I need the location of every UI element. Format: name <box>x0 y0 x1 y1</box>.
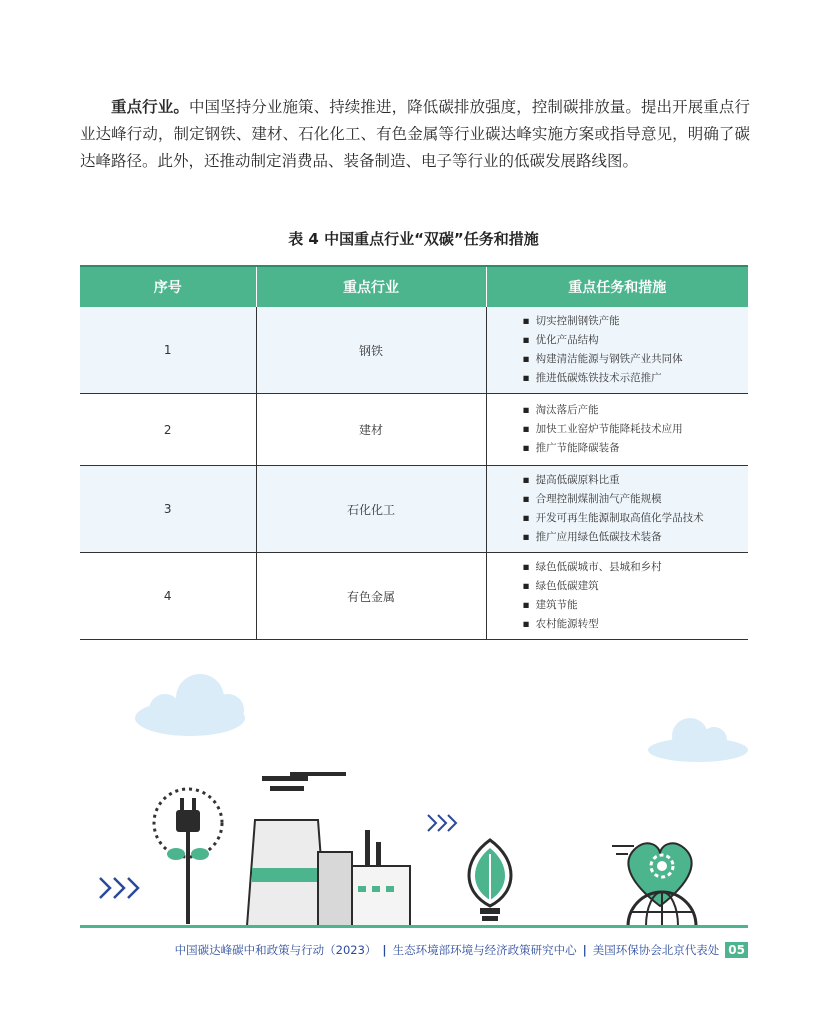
table-row <box>80 394 748 466</box>
table-row <box>80 466 748 553</box>
row-tasks <box>486 466 748 553</box>
task-item: ▪ 优化产品结构 <box>523 331 749 350</box>
sector-table <box>80 265 748 640</box>
factory-icon <box>247 772 410 926</box>
task-item: ▪ 推广节能降碳装备 <box>523 439 749 458</box>
task-item: ▪ 绿色低碳城市、县城和乡村 <box>523 558 749 577</box>
row-number: 2 <box>80 394 256 466</box>
row-number: 3 <box>80 466 256 553</box>
row-tasks <box>486 394 748 466</box>
table-header-row <box>80 266 748 307</box>
task-item: ▪ 推进低碳炼铁技术示范推广 <box>523 369 749 388</box>
task-item: ▪ 建筑节能 <box>523 596 749 615</box>
row-number: 1 <box>80 307 256 394</box>
task-item: ▪ 绿色低碳建筑 <box>523 577 749 596</box>
footer-org1: 生态环境部环境与经济政策研究中心 <box>392 943 577 957</box>
row-tasks <box>486 553 748 640</box>
task-item: ▪ 开发可再生能源制取高值化学品技术 <box>523 509 749 528</box>
row-sector: 建材 <box>256 394 486 466</box>
decorative-illustration <box>0 670 827 930</box>
task-item: ▪ 切实控制钢铁产能 <box>523 312 749 331</box>
ground-line <box>80 925 748 928</box>
task-item: ▪ 农村能源转型 <box>523 615 749 634</box>
row-number: 4 <box>80 553 256 640</box>
page-number: 05 <box>725 942 748 958</box>
plug-icon <box>154 789 222 924</box>
task-item: ▪ 推广应用绿色低碳技术装备 <box>523 528 749 547</box>
leaf-bulb-icon <box>469 840 511 921</box>
footer-separator: | <box>382 943 387 957</box>
header-sector: 重点行业 <box>256 266 486 307</box>
arrows-icon <box>100 878 138 898</box>
row-sector: 石化化工 <box>256 466 486 553</box>
heart-gear-globe-icon <box>612 843 696 926</box>
row-sector: 钢铁 <box>256 307 486 394</box>
header-tasks: 重点任务和措施 <box>486 266 748 307</box>
header-no: 序号 <box>80 266 256 307</box>
intro-paragraph <box>80 94 750 175</box>
task-item: ▪ 淘汰落后产能 <box>523 401 749 420</box>
table-row <box>80 553 748 640</box>
footer-separator: | <box>582 943 587 957</box>
arrows-icon <box>428 815 456 831</box>
task-item: ▪ 提高低碳原料比重 <box>523 471 749 490</box>
cloud-icon <box>135 674 245 736</box>
row-tasks <box>486 307 748 394</box>
cloud-icon <box>648 718 748 762</box>
footer-org2: 美国环保协会北京代表处 <box>592 943 720 957</box>
task-item: ▪ 构建清洁能源与钢铁产业共同体 <box>523 350 749 369</box>
task-item: ▪ 加快工业窑炉节能降耗技术应用 <box>523 420 749 439</box>
footer-title: 中国碳达峰碳中和政策与行动（2023） <box>174 943 377 957</box>
paragraph-lead: 重点行业。 <box>111 98 189 116</box>
table-caption: 表 4 中国重点行业“双碳”任务和措施 <box>288 230 539 248</box>
task-item: ▪ 合理控制煤制油气产能规模 <box>523 490 749 509</box>
row-sector: 有色金属 <box>256 553 486 640</box>
page-footer <box>175 942 748 958</box>
paragraph-body: 中国坚持分业施策、持续推进，降低碳排放强度，控制碳排放量。提出开展重点行业达峰行动，制定钢铁、建材、石化化工、有色金属等行业碳达峰实施方案或指导意见，明确了碳达峰路径。此外，还推动制定消费品、装备制造、电子等行业的低碳发展路线图。 <box>80 98 750 170</box>
table-row <box>80 307 748 394</box>
